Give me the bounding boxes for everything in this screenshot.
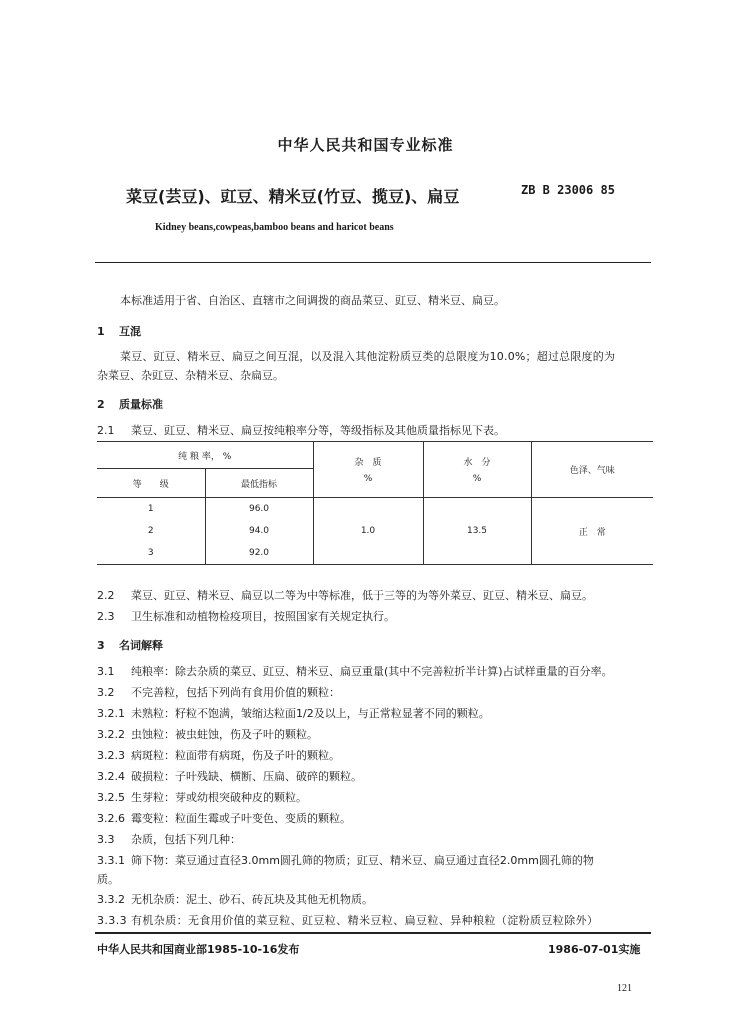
moisture-header-unit: % bbox=[472, 474, 482, 484]
section-3-heading bbox=[97, 637, 163, 653]
definition-item bbox=[97, 912, 598, 928]
clause-2-1-number: 2.1 bbox=[97, 424, 115, 437]
grade-cell-3: 3 bbox=[97, 542, 205, 565]
definition-text: 虫蚀粒：被虫蛀蚀，伤及子叶的颗粒。 bbox=[131, 728, 318, 741]
clause-2-2-number: 2.2 bbox=[97, 589, 115, 602]
page-number: 121 bbox=[617, 983, 632, 994]
grade-cell-1: 1 bbox=[97, 498, 205, 521]
definition-item-continuation bbox=[97, 871, 119, 887]
standard-title: 菜豆(芸豆)、豇豆、精米豆(竹豆、揽豆)、扁豆 bbox=[126, 187, 460, 206]
definition-text: 霉变粒：粒面生霉或子叶变色、变质的颗粒。 bbox=[131, 812, 351, 825]
definition-item bbox=[97, 726, 318, 742]
moisture-header bbox=[423, 442, 531, 498]
definition-number: 3.2.6 bbox=[97, 812, 125, 825]
min-cell-2: 94.0 bbox=[205, 520, 313, 542]
definition-text: 有机杂质：无食用价值的菜豆粒、豇豆粒、精米豆粒、扁豆粒、异种粮粒（淀粉质豆粒除外） bbox=[131, 914, 599, 927]
grade-header: 等 级 bbox=[97, 469, 205, 498]
definition-number: 3.2 bbox=[97, 686, 115, 699]
definition-number: 3.2.2 bbox=[97, 728, 125, 741]
section-1-para-line1: 菜豆、豇豆、精米豆、扁豆之间互混，以及混入其他淀粉质豆类的总限度为10.0%；超过总限度的为 bbox=[120, 350, 616, 363]
definition-item bbox=[97, 768, 362, 784]
definition-number: 3.2.4 bbox=[97, 770, 125, 783]
standard-number: ZB B 23006 85 bbox=[521, 183, 615, 197]
definition-number: 3.3 bbox=[97, 833, 115, 846]
clause-2-1 bbox=[97, 422, 505, 438]
definition-text: 未熟粒：籽粒不饱满，皱缩达粒面1/2及以上，与正常粒显著不同的颗粒。 bbox=[131, 707, 490, 720]
definition-item bbox=[97, 684, 340, 700]
definition-text: 无机杂质：泥土、砂石、砖瓦块及其他无机物质。 bbox=[131, 893, 373, 906]
definition-item bbox=[97, 747, 340, 763]
footer-divider bbox=[95, 932, 651, 934]
definition-text: 质。 bbox=[97, 873, 119, 886]
color-odor-header: 色泽、气味 bbox=[531, 442, 653, 498]
clause-2-1-text: 菜豆、豇豆、精米豆、扁豆按纯粮率分等，等级指标及其他质量指标见下表。 bbox=[131, 424, 505, 437]
min-cell-3: 92.0 bbox=[205, 542, 313, 565]
header-divider bbox=[95, 262, 651, 263]
min-cell-1: 96.0 bbox=[205, 498, 313, 521]
section-1-heading bbox=[97, 323, 141, 339]
quality-table bbox=[97, 441, 653, 565]
definition-item bbox=[97, 663, 613, 679]
section-1-title: 互混 bbox=[119, 325, 141, 338]
definition-number: 3.3.2 bbox=[97, 893, 125, 906]
definition-item bbox=[97, 852, 594, 868]
definition-text: 破损粒：子叶残缺、横断、压扁、破碎的颗粒。 bbox=[131, 770, 362, 783]
issue-date: 中华人民共和国商业部1985-10-16发布 bbox=[97, 943, 300, 956]
impurity-header-label: 杂 质 bbox=[354, 458, 382, 468]
definition-text: 筛下物：菜豆通过直径3.0mm圆孔筛的物质；豇豆、精米豆、扁豆通过直径2.0mm圆孔筛的物 bbox=[131, 854, 594, 867]
section-2-heading bbox=[97, 396, 163, 412]
definition-item bbox=[97, 789, 307, 805]
color-odor-value: 正 常 bbox=[531, 498, 653, 565]
clause-2-3-number: 2.3 bbox=[97, 610, 115, 623]
definition-number: 3.2.1 bbox=[97, 707, 125, 720]
definition-number: 3.2.3 bbox=[97, 749, 125, 762]
section-2-title: 质量标准 bbox=[119, 398, 163, 411]
section-2-number: 2 bbox=[97, 398, 105, 411]
definition-item bbox=[97, 810, 351, 826]
impurity-value: 1.0 bbox=[313, 498, 423, 565]
definition-number: 3.1 bbox=[97, 665, 115, 678]
org-title: 中华人民共和国专业标准 bbox=[277, 136, 454, 154]
purity-header: 纯 粮 率， % bbox=[97, 442, 313, 469]
definition-text: 病斑粒：粒面带有病斑，伤及子叶的颗粒。 bbox=[131, 749, 340, 762]
moisture-value: 13.5 bbox=[423, 498, 531, 565]
min-index-header: 最低指标 bbox=[205, 469, 313, 498]
definition-text: 纯粮率：除去杂质的菜豆、豇豆、精米豆、扁豆重量(其中不完善粒折半计算)占试样重量的百分率。 bbox=[131, 665, 613, 678]
definition-text: 不完善粒，包括下列尚有食用价值的颗粒： bbox=[131, 686, 340, 699]
english-title: Kidney beans,cowpeas,bamboo beans and haricot beans bbox=[155, 222, 394, 233]
section-3-number: 3 bbox=[97, 639, 105, 652]
definition-text: 杂质，包括下列几种： bbox=[131, 833, 241, 846]
definition-item bbox=[97, 891, 373, 907]
section-1-para-line2: 杂菜豆、杂豇豆、杂精米豆、杂扁豆。 bbox=[97, 369, 284, 382]
definition-text: 生芽粒：芽或幼根突破种皮的颗粒。 bbox=[131, 791, 307, 804]
section-1-number: 1 bbox=[97, 325, 105, 338]
definition-item bbox=[97, 831, 241, 847]
impurity-header-unit: % bbox=[363, 474, 373, 484]
grade-cell-2: 2 bbox=[97, 520, 205, 542]
definition-number: 3.3.3 bbox=[97, 914, 127, 927]
clause-2-2-text: 菜豆、豇豆、精米豆、扁豆以二等为中等标准，低于三等的为等外菜豆、豇豆、精米豆、扁豆。 bbox=[131, 589, 593, 602]
impurity-header bbox=[313, 442, 423, 498]
clause-2-3-text: 卫生标准和动植物检疫项目，按照国家有关规定执行。 bbox=[131, 610, 395, 623]
definition-number: 3.2.5 bbox=[97, 791, 125, 804]
definition-item bbox=[97, 705, 490, 721]
definition-number: 3.3.1 bbox=[97, 854, 125, 867]
effective-date: 1986-07-01实施 bbox=[548, 943, 641, 956]
clause-2-2 bbox=[97, 587, 593, 603]
intro-paragraph: 本标准适用于省、自治区、直辖市之间调拨的商品菜豆、豇豆、精米豆、扁豆。 bbox=[120, 294, 505, 307]
moisture-header-label: 水 分 bbox=[463, 458, 491, 468]
section-3-title: 名词解释 bbox=[119, 639, 163, 652]
clause-2-3 bbox=[97, 608, 395, 624]
